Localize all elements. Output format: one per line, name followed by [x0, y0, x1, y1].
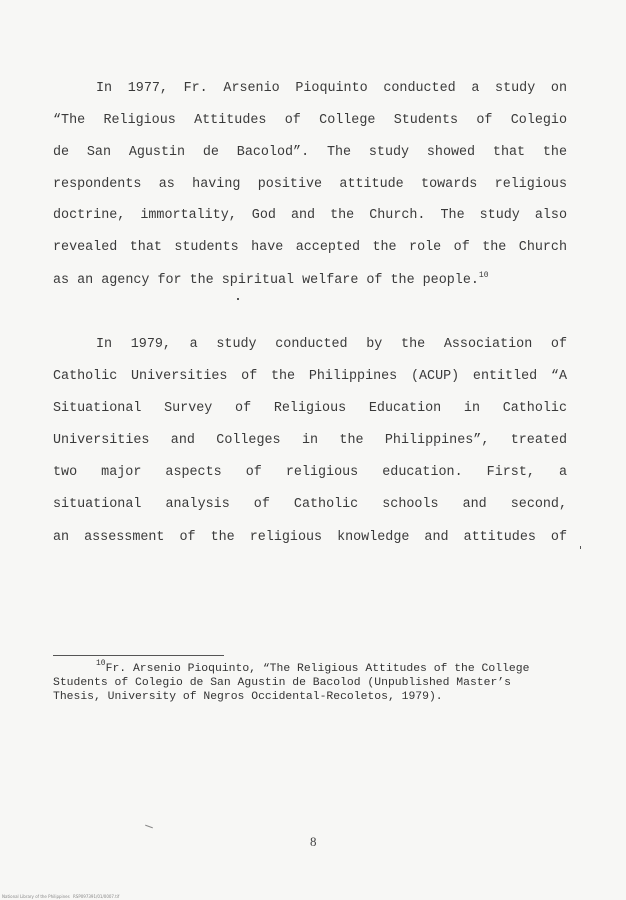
page-number: 8 [310, 834, 317, 849]
paragraph-1-line: respondents as having positive attitude towards religious [53, 177, 567, 192]
paragraph-1-last-line [53, 273, 567, 289]
scan-speck [237, 298, 239, 300]
paragraph-2-line: In 1979, a study conducted by the Association of [96, 337, 567, 352]
paragraph-2-line: Universities and Colleges in the Philippines”, treated [53, 433, 567, 448]
footnote-separator [53, 655, 224, 656]
paragraph-2-line: Situational Survey of Religious Education in Catholic [53, 401, 567, 416]
paragraph-2-line: two major aspects of religious education. First, a [53, 465, 567, 480]
footnote-reference[interactable]: 10 [478, 271, 489, 280]
scan-speck [580, 546, 581, 549]
footnote-first-line [96, 659, 530, 676]
scan-mark [145, 825, 153, 829]
paragraph-2-line: an assessment of the religious knowledge and attitudes of [53, 530, 567, 545]
paragraph-1-line: In 1977, Fr. Arsenio Pioquinto conducted a study on [96, 81, 567, 96]
footnote-line: Fr. Arsenio Pioquinto, “The Religious Attitudes of the College [105, 663, 530, 675]
library-credit: National Library of the Philippines [2, 894, 70, 899]
paragraph-2-line: situational analysis of Catholic schools and second, [53, 497, 567, 512]
scan-footer [0, 894, 626, 900]
paragraph-1-line: doctrine, immortality, God and the Church. The study also [53, 208, 567, 223]
paragraph-1-line: “The Religious Attitudes of College Students of Colegio [53, 113, 567, 128]
paragraph-1-line: as an agency for the spiritual welfare of the people. [53, 273, 479, 288]
paragraph-2-line: Catholic Universities of the Philippines (ACUP) entitled “A [53, 369, 567, 384]
paragraph-1-line: de San Agustin de Bacolod”. The study showed that the [53, 145, 567, 160]
paragraph-1-line: revealed that students have accepted the role of the Church [53, 240, 567, 255]
footnote-line: Thesis, University of Negros Occidental-Recoletos, 1979). [53, 691, 443, 703]
footnote-line: Students of Colegio de San Agustin de Bacolod (Unpublished Master’s [53, 677, 511, 689]
scan-code: RSP097391/01/0007.tif [73, 894, 120, 899]
footnote-marker: 10 [96, 659, 106, 668]
